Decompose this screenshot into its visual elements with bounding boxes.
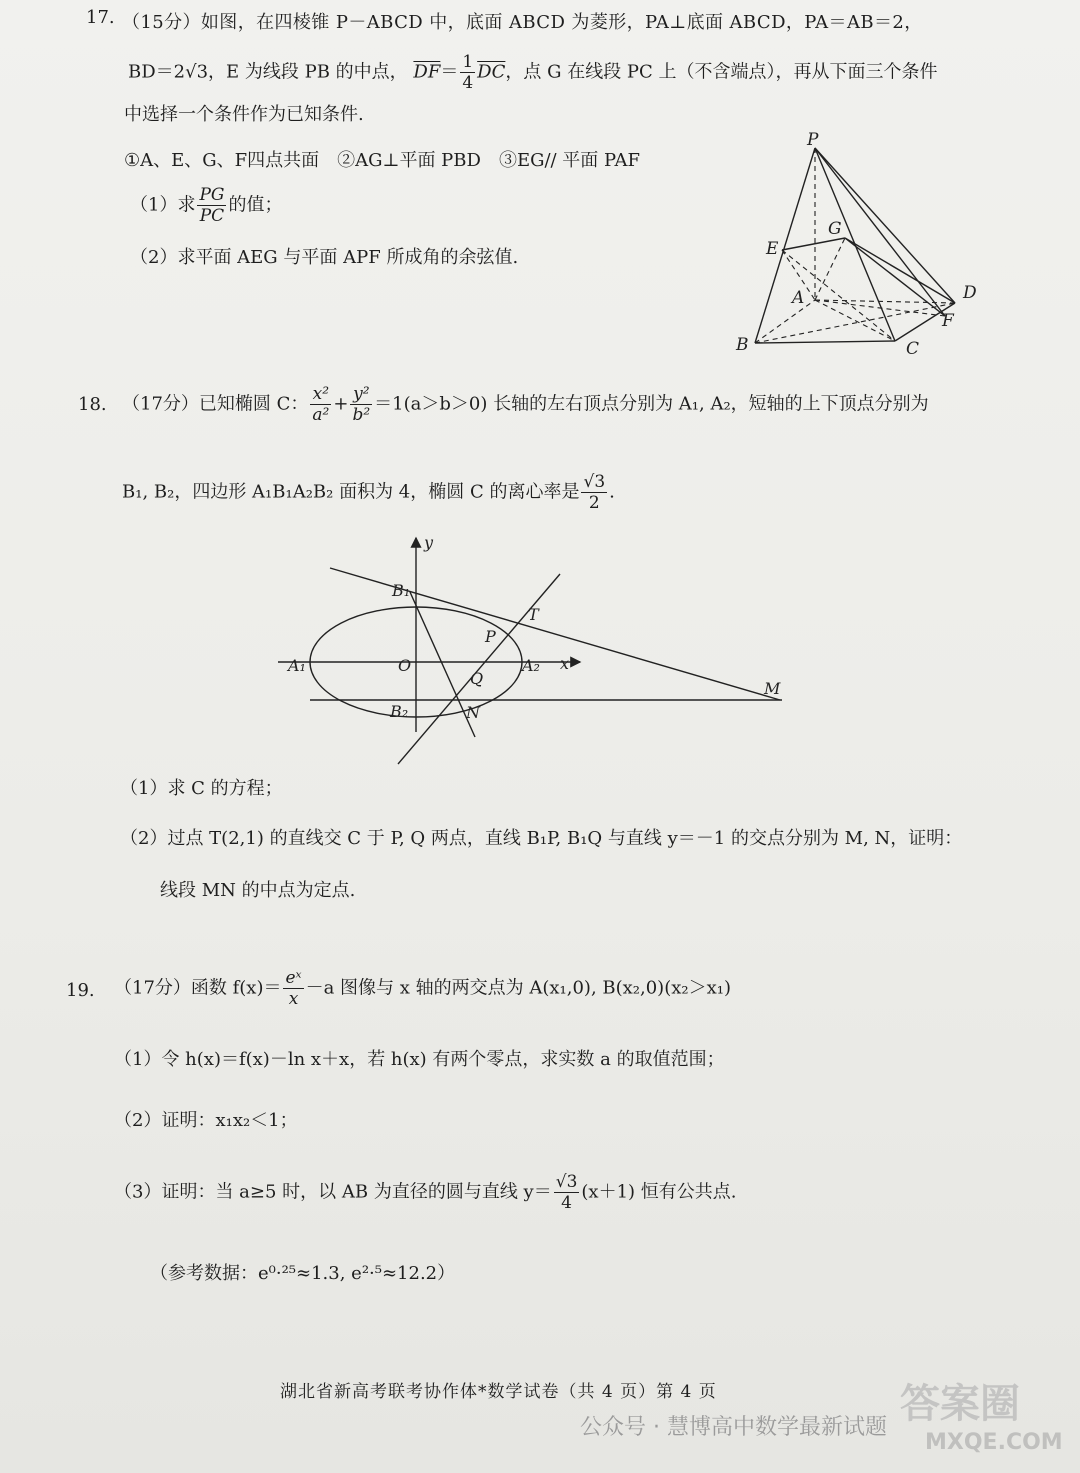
- q17-frac-den: 4: [462, 73, 474, 93]
- q17-vector-df: $\overline{DF}$: [413, 61, 441, 83]
- q19-sub3-num: √3: [555, 1172, 578, 1192]
- q17-line3: 中选择一个条件作为已知条件.: [124, 104, 364, 125]
- label-a: A: [792, 288, 805, 308]
- label-f: F: [942, 311, 954, 331]
- segment-gd: [845, 238, 955, 303]
- page-footer: 湖北省新高考联考协作体*数学试卷（共 4 页）第 4 页: [280, 1382, 717, 1402]
- q17-sub1-pre: （1）求: [130, 194, 196, 216]
- q19-line1: [114, 968, 731, 1009]
- q17-options: ①A、E、G、F四点共面 ②AG⊥平面 PBD ③EG// 平面 PAF: [124, 150, 640, 171]
- label-d: D: [963, 283, 977, 303]
- q17-sub1-den: PC: [199, 206, 225, 226]
- label-e: E: [766, 239, 779, 259]
- q18-ecc-frac: [581, 472, 607, 513]
- diag-ac: [815, 300, 895, 341]
- q17-sub1-fraction: [197, 185, 226, 226]
- q17-frac-num: 1: [462, 52, 474, 72]
- q17-sub1-num: PG: [199, 185, 225, 205]
- q19-sub3: [114, 1172, 736, 1213]
- q17-line2: [128, 52, 938, 93]
- q18-line1b: ＝1(a＞b＞0) 长轴的左右顶点分别为 A₁, A₂，短轴的上下顶点分别为: [374, 393, 929, 415]
- q17-eq: ＝: [440, 61, 459, 83]
- label-q: Q: [470, 669, 484, 688]
- label-a2: A₂: [522, 656, 540, 675]
- label-x: x: [560, 654, 570, 673]
- q18-sub1: （1）求 C 的方程；: [120, 778, 283, 799]
- label-p: P: [485, 627, 496, 646]
- q18-x2: x²: [310, 384, 331, 405]
- q19-line1a: （17分）函数 f(x)＝: [114, 977, 282, 999]
- segment-gf: [845, 238, 945, 316]
- q18-ecc-num: √3: [583, 472, 606, 492]
- label-b: B: [736, 335, 749, 355]
- q18-ecc-den: 2: [588, 493, 600, 513]
- q17-line2a: BD＝2√3，E 为线段 PB 的中点，: [128, 61, 408, 83]
- segment-ag: [815, 238, 845, 300]
- q18-y2: y²: [350, 384, 372, 405]
- q19-sub3-den: 4: [561, 1193, 572, 1213]
- label-m: M: [764, 679, 781, 698]
- q18-line2a: B₁, B₂，四边形 A₁B₁A₂B₂ 面积为 4，椭圆 C 的离心率是: [122, 481, 580, 503]
- q18-b2: b²: [352, 405, 371, 425]
- segment-eg: [782, 238, 845, 250]
- q19-number: 19.: [66, 980, 95, 1001]
- label-b1: B₁: [392, 581, 411, 600]
- q17-line1: （15分）如图，在四棱锥 P－ABCD 中，底面 ABCD 为菱形，PA⊥底面 ABCD，PA＝AB＝2，: [122, 12, 923, 33]
- q18-line1: [122, 384, 929, 425]
- label-t: T: [528, 605, 539, 624]
- q18-line2: [122, 472, 615, 513]
- q18-number: 18.: [78, 394, 107, 415]
- q17-sub1: [130, 185, 282, 226]
- q18-a2: a²: [312, 405, 330, 425]
- label-a1: A₁: [288, 656, 306, 675]
- q19-sub3b: (x＋1) 恒有公共点.: [581, 1181, 737, 1203]
- q19-sub3a: （3）证明：当 a≥5 时，以 AB 为直径的圆与直线 y＝: [114, 1181, 552, 1203]
- q18-plus: +: [333, 393, 349, 415]
- q19-ex: eˣ: [285, 968, 302, 988]
- q19-sub1: （1）令 h(x)＝f(x)－ln x＋x，若 h(x) 有两个零点，求实数 a 的取值范围；: [114, 1049, 725, 1070]
- label-o: O: [398, 656, 412, 675]
- q19-sub2: （2）证明：x₁x₂＜1；: [114, 1110, 298, 1131]
- q17-sub2: （2）求平面 AEG 与平面 APF 所成角的余弦值.: [130, 247, 519, 268]
- label-c: C: [906, 339, 920, 359]
- label-g: G: [828, 219, 842, 239]
- q18-frac-y: [350, 384, 372, 425]
- q17-sub1-post: 的值；: [228, 194, 283, 216]
- q19-frac: [283, 968, 303, 1009]
- q18-line1a: （17分）已知椭圆 C：: [122, 393, 309, 415]
- label-p: P: [807, 130, 819, 150]
- q19-reference-data: （参考数据：e⁰·²⁵≈1.3, e²·⁵≈12.2）: [150, 1263, 456, 1284]
- q18-line2b: .: [609, 481, 615, 503]
- watermark-url: MXQE.COM: [925, 1430, 1063, 1455]
- label-y: y: [424, 533, 434, 552]
- q18-frac-x: [310, 384, 331, 425]
- q17-fraction: [460, 52, 475, 93]
- q18-sub2: （2）过点 T(2,1) 的直线交 C 于 P, Q 两点，直线 B₁P, B₁Q 与直线 y＝－1 的交点分别为 M, N，证明：: [120, 828, 963, 849]
- q17-vector-dc: $\overline{DC}$: [477, 61, 506, 83]
- q17-number: 17.: [86, 7, 115, 28]
- q17-line2b: ，点 G 在线段 PC 上（不含端点），再从下面三个条件: [505, 61, 938, 83]
- watermark-logo: 答案圈: [900, 1381, 1020, 1427]
- q19-x: x: [288, 989, 299, 1009]
- ellipse-figure: [270, 532, 800, 770]
- label-n: N: [466, 703, 480, 722]
- q19-sub3-frac: [554, 1172, 580, 1213]
- watermark-text: 公众号 · 慧博高中数学最新试题: [580, 1415, 887, 1440]
- q19-line1b: －a 图像与 x 轴的两交点为 A(x₁,0), B(x₂,0)(x₂＞x₁): [305, 977, 731, 999]
- edge-bc: [755, 341, 895, 343]
- label-b2: B₂: [390, 702, 409, 721]
- q18-sub2b: 线段 MN 的中点为定点.: [160, 880, 356, 901]
- pyramid-figure: [730, 128, 990, 360]
